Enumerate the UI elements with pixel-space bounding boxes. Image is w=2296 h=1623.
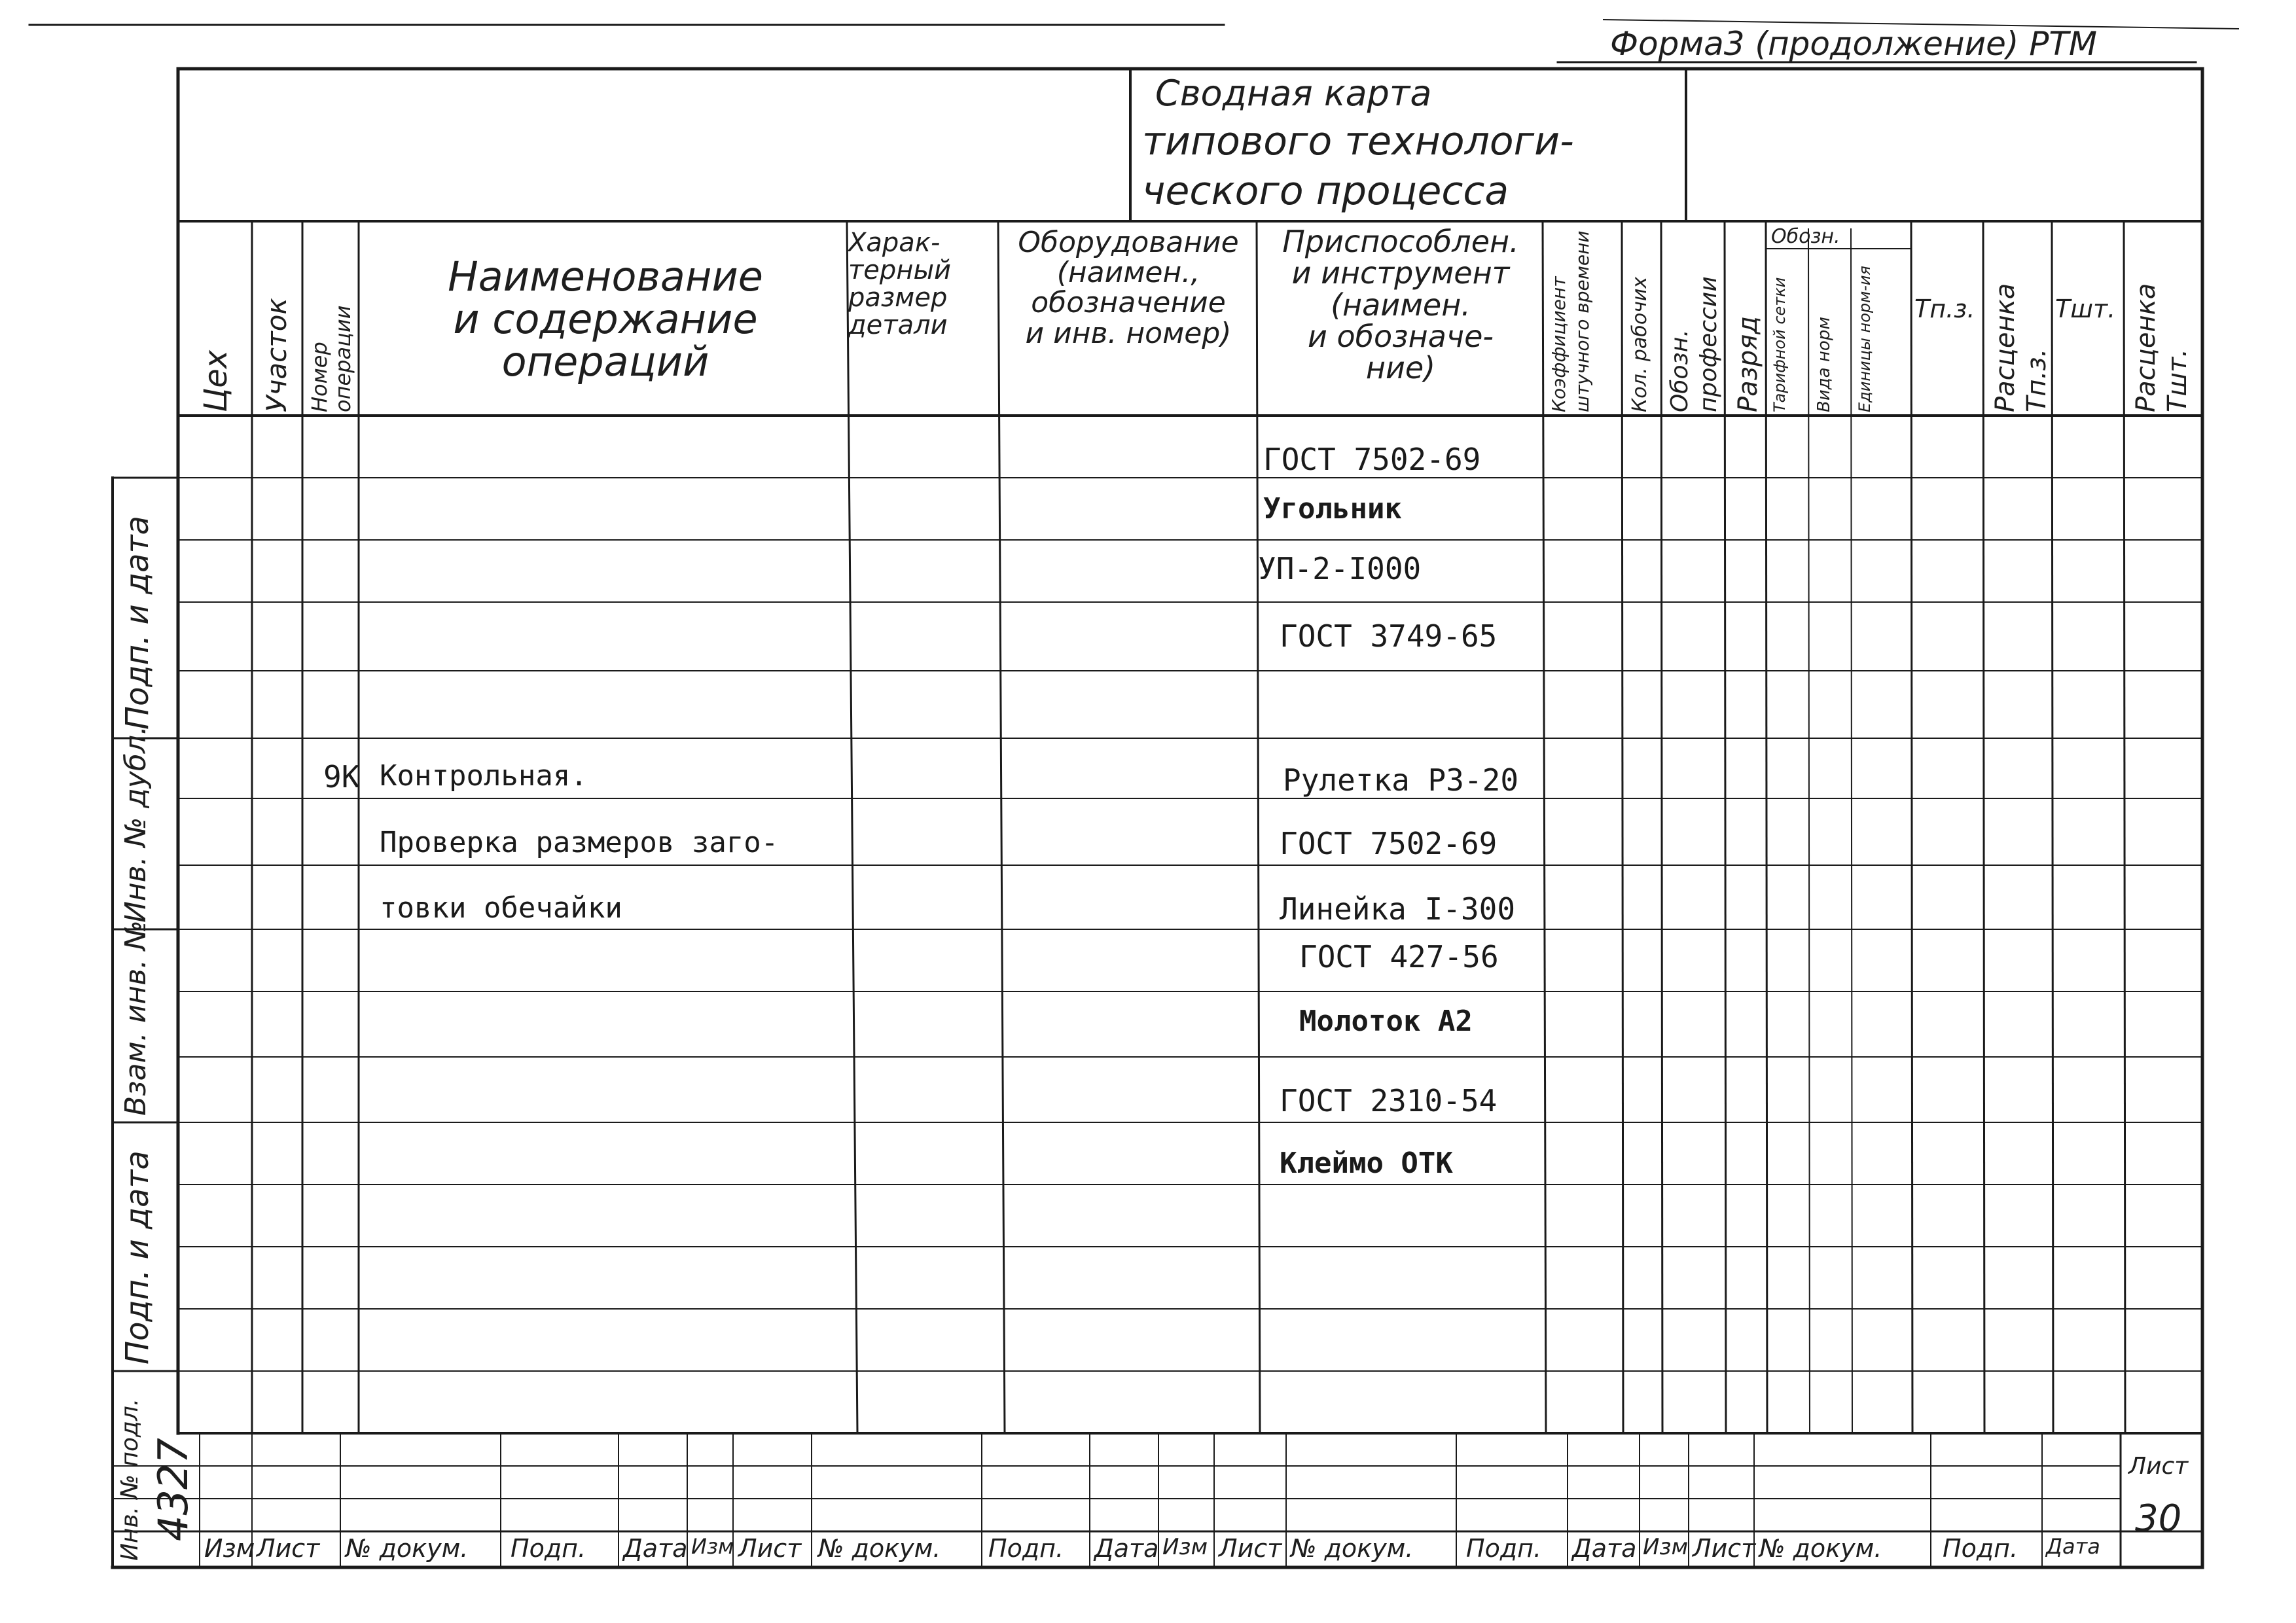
table-row-11-tool: Клеймо ОТК: [1280, 1147, 1453, 1180]
footer-data-3: Дата: [1572, 1534, 1637, 1563]
table-row-4-tool: ГОСТ 3749-65: [1280, 618, 1498, 654]
footer-data-4: Дата: [2046, 1534, 2100, 1559]
stamp-vzam-inv: Взам. инв. №: [119, 920, 152, 1116]
title-line-3: ческого процесса: [1142, 168, 1509, 214]
table-row-7-name: товки обечайки: [380, 891, 622, 925]
col-header-tpz: Тп.з.: [1914, 294, 1975, 323]
table-row-6-tool: ГОСТ 7502-69: [1280, 826, 1498, 861]
table-row-5-tool: Рулетка РЗ-20: [1283, 762, 1519, 798]
footer-izm-1: Изм: [204, 1534, 255, 1563]
footer-data-2: Дата: [1094, 1534, 1159, 1563]
footer-ndokum-1: № докум.: [346, 1534, 469, 1563]
table-row-3-tool: УП-2-I000: [1258, 551, 1422, 586]
footer-ndokum-3: № докум.: [1291, 1534, 1414, 1563]
table-row-1-tool: ГОСТ 7502-69: [1263, 442, 1481, 477]
form-label: Форма3 (продолжение) РТМ: [1610, 25, 2098, 63]
footer-izm-3: Изм: [1162, 1534, 1208, 1560]
stamp-inv-podl: Инв. № подл.: [117, 1398, 143, 1561]
footer-list-1: Лист: [257, 1534, 320, 1563]
col-header-tariff: Тарифной сетки: [1770, 277, 1789, 412]
footer-podp-3: Подп.: [1466, 1534, 1542, 1563]
footer-izm-2: Изм: [691, 1534, 734, 1559]
col-header-tooling: Приспособлен. и инструмент (наимен. и обозначе- ние): [1282, 224, 1519, 386]
stamp-podp-data-2: Подп. и дата: [119, 1150, 156, 1364]
col-header-rate-tsht: Расценка Тшт.: [2131, 283, 2193, 412]
footer-data-1: Дата: [623, 1534, 688, 1563]
title-line-1: Сводная карта: [1155, 73, 1432, 114]
title-line-2: типового технологи-: [1142, 118, 1574, 164]
stamp-inv-podl-value: 4327: [149, 1438, 197, 1541]
table-row-8-tool: ГОСТ 427-56: [1299, 939, 1499, 974]
col-header-norm-type: Вида норм: [1814, 317, 1834, 412]
table-row-9-tool: Молоток А2: [1299, 1005, 1473, 1038]
col-header-section: Участок: [260, 298, 293, 412]
sheet-number: 30: [2135, 1497, 2182, 1540]
stamp-podp-data-1: Подп. и дата: [119, 516, 156, 730]
col-header-equipment: Оборудование (наимен., обозначение и инв. номер): [1018, 226, 1239, 350]
col-header-coef: Коэффициент штучного времени: [1548, 230, 1593, 412]
table-row-5-op: 9К: [323, 759, 360, 794]
col-header-profession: Обозн. профессии: [1666, 276, 1722, 412]
footer-list-2: Лист: [738, 1534, 802, 1563]
col-header-grade: Разряд: [1733, 315, 1763, 412]
document-title: [1142, 71, 1679, 216]
footer-podp-1: Подп.: [511, 1534, 586, 1563]
col-header-workers: Кол. рабочих: [1628, 276, 1651, 412]
table-row-5-name: Контрольная.: [380, 759, 588, 793]
col-header-char-size: Харак- терный размер детали: [848, 228, 952, 340]
col-header-op-number: Номер операции: [307, 305, 355, 412]
footer-ndokum-2: № докум.: [818, 1534, 941, 1563]
footer-izm-4: Изм: [1643, 1534, 1689, 1560]
table-row-7-tool: Линейка I-300: [1280, 891, 1516, 927]
col-header-workshop: Цех: [198, 349, 234, 412]
table-row-6-name: Проверка размеров заго-: [380, 826, 779, 859]
table-row-10-tool: ГОСТ 2310-54: [1280, 1083, 1498, 1118]
table-row-2-tool: Угольник: [1263, 492, 1402, 526]
footer-podp-4: Подп.: [1943, 1534, 2018, 1563]
footer-list-4: Лист: [1693, 1534, 1756, 1563]
footer-podp-2: Подп.: [988, 1534, 1064, 1563]
stamp-inv-dubl: Инв. № дубл.: [119, 725, 152, 923]
col-header-op-name: Наименование и содержание операций: [448, 253, 763, 386]
footer-list-3: Лист: [1219, 1534, 1282, 1563]
col-header-tsht: Тшт.: [2055, 294, 2116, 323]
col-header-norm-unit: Единицы норм-ия: [1856, 266, 1874, 412]
sheet-list-label: Лист: [2128, 1453, 2189, 1480]
col-header-rate-tpz: Расценка Тп.з.: [1990, 283, 2052, 412]
footer-ndokum-4: № докум.: [1759, 1534, 1882, 1563]
col-header-oboz-group: Обозн.: [1771, 225, 1840, 248]
